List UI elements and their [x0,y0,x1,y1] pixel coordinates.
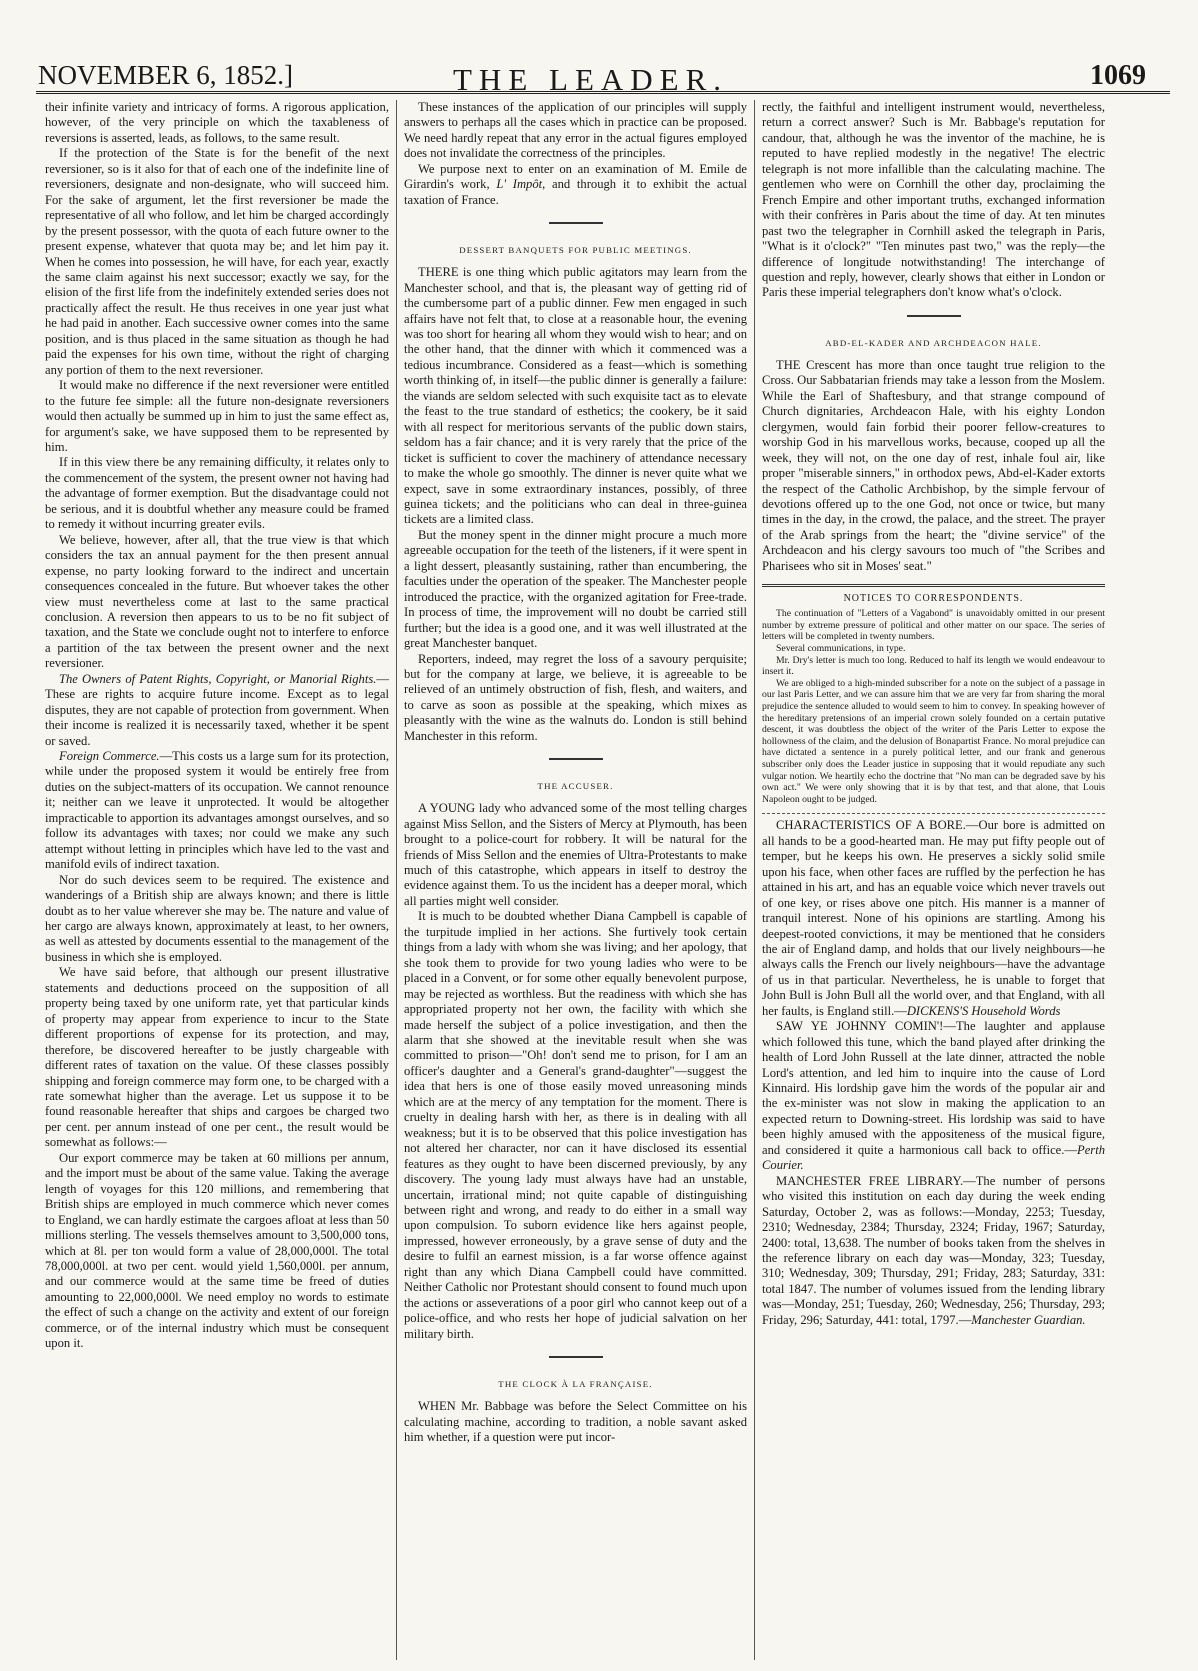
paragraph: A YOUNG lady who advanced some of the most telling charges against Miss Sellon, and the Sisters of Mercy at Plymouth, has been brought to a police-court for robbery. It will be natural for the friends of Miss Sellon and the enemies of Ultra-Protestants to make much of this catastrophe, which appears in itself to destroy the evidence against them. To us the incident has a deeper moral, which all parties might well consider. [404,801,747,908]
paragraph: These instances of the application of our principles will supply answers to perhaps all the cases which in practice can be proposed. We need hardly repeat that any error in the actual figures employed does not invalidate the correctness of the principles. [404,100,747,161]
paragraph-text: —These are rights to acquire future income. Except as to legal disputes, they are not capable of protection from government. When their income is realized it is necessarily taxed, whether it be spent or saved. [45,671,389,748]
masthead [38,18,1170,97]
paragraph: rectly, the faithful and intelligent instrument would, nevertheless, return a correct answer? Such is Mr. Babbage's reputation for candour, that, although he was the inventor of the machine, he is reputed to have replied modestly in the negative! The electric telegraph is not more infallible than the calculating machine. The gentlemen who were on Cornhill the other day, proclaiming the French Empire and other important truths, exchanged information with their confrères in Paris about the time of day. At ten minutes past two the telegrapher in Cornhill asked the telegraph in Paris, "What is it o'clock?" "Ten minutes past two," was the reply—the difference of longitude notwithstanding! The interchange of question and reply, however, clearly shows that either in London or Paris these imperial telegraphers don't know what's o'clock. [762,100,1105,300]
separator-rule [549,222,603,224]
notice: Several communications, in type. [776,643,906,655]
paragraph-text: —Our bore is admitted on all hands to be a good-hearted man. He may put fifty people out of temper, but he keeps his own. He preserves a sickly solid smile upon his face, when other faces are ruffled by the perfection he has attained in his art, and has an equable voice which never travels out of one key, or rises above one pitch. His manner is a manner of tranquil interest. None of his opinions are startling. Among his deepest-rooted convictions, it may be mentioned that he considers the air of England damp, and holds that our lively neighbours—he always calls the French our lively neighbours—have the advantage of us in that particular. Nevertheless, he is unable to forget that John Bull is John Bull all the world over, and that England, with all her faults, is England still.— [762,818,1105,1018]
separator-rule [549,1356,603,1358]
separator-rule [549,758,603,760]
paragraph: THE Crescent has more than once taught true religion to the Cross. Our Sabbatarian friends may take a lesson from the Moslem. While the Earl of Shaftesbury, and that strange compound of Church dignitaries, Archdeacon Hale, with his eighty London clergymen, would fain forbid their poorer fellow-creatures to worship God in his marvellous works, because, cooped up all the week, they will not, on the one day of rest, inhale foul air, like proper "miserable sinners," in orthodox pews, Abd-el-Kader extorts the respect of the Catholic Archbishop, by the simple fervour of devotions offered up to the one God, not once or twice, but many times in the day, in the crowd, the palace, and the street. The prayer of the Arab springs from the heart; the "divine service" of the Archdeacon and his clergy savours too much of "the Scribes and Pharisees who sit in Moses' seat." [762,357,1105,573]
separator-rule [907,315,961,317]
paragraph: their infinite variety and intricacy of forms. A rigorous application, however, of the very principle on which the taxableness of reversions is asserted, leads, as follows, to the same result. [45,100,389,145]
paragraph-text: —The number of persons who visited this institution on each day during the week ending Saturday, October 2, was as follows:—Monday, 2253; Tuesday, 2310; Wednesday, 2384; Thursday, 2324; Friday, 1967; Saturday, 2400: total, 13,638. The number of books taken from the shelves in the reference library on each day was—Monday, 323; Tuesday, 310; Wednesday, 309; Thursday, 291; Friday, 283; Saturday, 331: total 1847. The number of volumes issued from the lending library was—Monday, 251; Tuesday, 260; Wednesday, 256; Thursday, 293; Friday, 296; Saturday, 441: total, 1797.— [762,1173,1105,1327]
article-columns [38,100,1170,1660]
paragraph [404,162,747,208]
article-heading: ABD-EL-KADER AND ARCHDEACON HALE. [825,337,1042,348]
notices-heading: NOTICES TO CORRESPONDENTS. [843,593,1024,605]
paragraph: Our export commerce may be taken at 60 millions per annum, and the import must be about of the same value. Taking the average length of voyages for this 120 millions, and remembering that British ships are employed in much commerce which never comes to England, we can hardly estimate the cargoes afloat at less than 50 millions sterling. The vessels themselves amount to 3,500,000 tons, which at 8l. per ton would form a value of 28,000,000l. The total 78,000,000l. at two per cent. would yield 1,560,000l. per annum, and our commerce would at the same time be freed of duties amounting to 22,000,000l. We need employ no words to estimate the effect of such a change on the activity and extent of our foreign commerce, or of the internal industry which must be consequent upon it. [45,1150,389,1351]
article-heading: DESSERT BANQUETS FOR PUBLIC MEETINGS. [459,245,692,256]
source-citation: DICKENS'S Household Words [906,1003,1061,1018]
paragraph [762,1019,1105,1174]
notice: We are obliged to a high-minded subscriber for a note on the subject of a passage in our last Paris Letter, and we can assure him that we are very far from sharing the moral prejudice the sentence alluded to would seem to him to convey. In speaking however of the hereditary pretensions of an imperial crown solely founded on a certain putative descent, it was doubtless the object of the writer of the Paris Letter to expose the hollowness of the claim, and the delusion of Bonapartist France. No moral prejudice can have dictated a sentence in a purely political letter, and our frank and generous subscriber only does the Leader justice in supposing that it would repudiate any such vulgar notion. We heartily echo the doctrine that "No man can be degraded save by his own act." We were only showing that it is by that test, and that alone, that Louis Napoleon ought to be judged. [762,677,1106,805]
issue-date: NOVEMBER 6, 1852.] [38,60,293,90]
paragraph-text: —The laughter and applause which followed this tune, which the band played after drinking the health of Lord John Russell at the late dinner, attracted the noble Lord's attention, and led him to inquire into the cause of Lord Kinnaird. His lordship gave him the words of the popular air and the ex-minister was not slow in making the application to an expected return to Downing-street. His lordship was said to have been highly amused with the appositeness of the musical figure, and considered it quite a harmonious call back to office.— [762,1019,1105,1157]
book-title: L' Impôt [496,177,543,192]
notices-section [762,593,1105,805]
paragraph [45,749,389,873]
notice: The continuation of "Letters of a Vagabond" is unavoidably omitted in our present number by extreme pressure of political and other matter on our space. The series of letters will be completed in twenty numbers. [762,608,1105,643]
paragraph: WHEN Mr. Babbage was before the Select Committee on his calculating machine, according to tradition, a noble savant asked him whether, if a question were put incor- [404,1399,747,1444]
section-lead: Foreign Commerce. [59,749,160,764]
dashed-rule [762,813,1105,814]
paragraph-text: , and through it to exhibit the actual taxation of France. [404,177,747,207]
paragraph: It is much to be doubted whether Diana Campbell is capable of the turpitude implied in her actions. She furtively took certain things from a lady with whom she was living; and her apology, that she took them to provide for two young ladies who were to be placed in a Convent, or for some other equally benevolent purpose, may be rejected as worthless. But the readiness with which she has appropriated property not her own, the facility with which she made herself the subject of a police investigation, and then the alarm that she showed at the inevitable result when she was committed to prison—"Oh! don't send me to prison, for I am an officer's daughter and a General's grand-daughter"—suggest the idea that hers is one of those easily moved unreasoning minds which are at the mercy of any temptation for the moment. There is cruelty in dealing harsh with her, as there is in dealing with all weakness; but it is to be observed that this police investigation has not altered her character, nor can it have disclosed its essential features as they ought to have been discerned previously, by any discovery. The young lady must always have had an unstable, uncertain, irrational mind; not quite capable of distinguishing between right and wrong, and ready to do either in a small way upon compulsion. To suborn evidence like hers against people, impressed, however erroneously, by a grave sense of duty and the desire to fulfil an earnest mission, is a far worse offence against right than any which Diana Campbell could have committed. Neither Catholic nor Protestant should consent to found much upon the actions or asseverations of a poor girl who cannot keep out of a police-office, and who rests her hope of judicial salvation on her military birth. [404,909,747,1341]
paragraph: It would make no difference if the next reversioner were entitled to the future fee simple: all the future non-designate reversioners would then actually be summed up in him to just the same effect as, for argument's sake, we have supposed them to be represented by him. [45,378,389,454]
article-heading: THE CLOCK À LA FRANÇAISE. [498,1379,653,1390]
item-lead: SAW YE JOHNNY COMIN'! [776,1019,944,1034]
paragraph: If the protection of the State is for the benefit of the next reversioner, so is it also for that of each one of the indefinite line of reversioners, designate and non-designate, who will succeed him. For the sake of argument, let the first reversioner be made the representative of all who follow, and let him be charged accordingly by the present possessor, with the quota of each future owner to the present expense, whatever that quota may be; and let him pay it. When he comes into possession, he will have, for each year, exactly the same claim against his next successor; exactly we say, for the elision of the first life from the indefinitely extended series does not practically affect the result. He thus receives in one year just what he had paid in another. Each successive owner comes into the same position, and is thus placed in the same situation as though he had paid the expenses for his own time, without the right of charging any portion of them to the next reversioner. [45,146,389,377]
notice: Mr. Dry's letter is much too long. Reduced to half its length we would endeavour to insert it. [762,654,1105,678]
source-citation: Manchester Guardian. [971,1312,1086,1327]
source-citation: Perth Courier. [762,1142,1105,1173]
paragraph-text: We purpose next to enter on an examination of M. Emile de Girardin's work, [404,161,747,192]
page-number: 1069 [1090,60,1146,91]
paragraph: We have said before, that although our present illustrative statements and deductions proceed on the supposition of all property being taxed by one uniform rate, yet that particular kinds of property may appear from experience to incur to the State different proportions of expense for its protection, and may, therefore, be discovered hereafter to be justly chargeable with different rates of taxation on the value. Of these classes possibly shipping and foreign commerce may form one, to be charged with a rate somewhat higher than the average. Let us suppose it to be found reasonable hereafter that ships and cargoes be charged two per cent. per annum instead of one per cent., the result would be somewhat as follows:— [45,965,389,1150]
paragraph: Nor do such devices seem to be required. The existence and wanderings of a British ship are always known; and there is little doubt as to her value wherever she may be. The nature and value of her cargo are always known, approximately at least, to her owners, as well as attested by documents essential to the management of the business in which she is employed. [45,872,389,964]
paragraph: We believe, however, after all, that the true view is that which considers the tax an annual payment for the then present annual expense, no party looking forward to the indirect and uncertain consequences concealed in the future. But whoever takes the other view must nevertheless come at last to the same practical conclusion. A reversion then appears to us to be no fit subject of taxation, and the State we conclude ought not to interfere to enforce a partition of the tax between the present owner and the next reversioner. [45,532,389,671]
paragraph: THERE is one thing which public agitators may learn from the Manchester school, and that is, the pleasant way of getting rid of the cumbersome part of a public dinner. Few men engaged in such affairs have not felt that, to close at a reasonable hour, the evening was too short for hearing all whom they would wish to hear; and on the other hand, that the dinner with which it commenced was a tedious incumbrance. Considered as a feast—which is something worth thinking of, in itself—the public dinner is generally a failure: the viands are seldom selected with such exquisite tact as to elevate the feast to the true standard of esthetics; the cookery, be it said with all respect for meritorious servants of the public down stairs, seldom has a fair chance; and it is very rarely that the price of the ticket is sufficient to cover the machinery of attendance necessary to make the whole go smoothly. The dinner is never quite what we expect, save in some extraordinary instances, possibly, of three guinea tickets; and the politicians who can deal in three-guinea tickets are a limited class. [404,265,747,527]
paragraph: But the money spent in the dinner might procure a much more agreeable occupation for the teeth of the listeners, if it were spent in a light dessert, pleasantly sustaining, rather than encumbering, the faculties under the operation of the speaker. The Manchester people introduced the practice, with the organized agitation for Free-trade. In process of time, the improvement will no doubt be carried still further; but the idea is a good one, and it was well illustrated at the great Manchester banquet. [404,527,747,651]
column-left [38,100,396,1660]
paragraph [45,672,389,749]
item-lead: CHARACTERISTICS OF A BORE. [776,818,966,833]
paragraph: If in this view there be any remaining difficulty, it relates only to the commencement of the system, the present owner not having had the advantage of former exemption. But the disadvantage could not be serious, and it is doubtful whether any measure could be framed to remedy it without incurring greater evils. [45,455,389,532]
double-rule [762,584,1105,587]
paragraph-text: —This costs us a large sum for its protection, while under the proposed system it would be entirely free from duties on the subject-matters of its occupation. We cannot renounce it; neither can we leave it unprotected. It would be altogether impracticable to apportion its advantages amongst ourselves, and so follow its advantages with taxes; nor could we make any such attempt without letting in principles which have led to the vast and manifold evils of indirect taxation. [45,749,389,872]
newspaper-title: THE LEADER. [453,62,729,97]
header-rule [36,91,1170,94]
paragraph [762,818,1105,1019]
section-lead: The Owners of Patent Rights, Copyright, or Manorial Rights. [59,671,377,686]
article-heading: THE ACCUSER. [537,781,614,792]
item-lead: MANCHESTER FREE LIBRARY. [776,1173,964,1188]
paragraph: Reporters, indeed, may regret the loss of a savoury perquisite; but for the company at large, we believe, it is agreeable to be relieved of an untimely obstruction of fish, flesh, and waiters, and to carve as soon as possible at the speaking, which mixes as pleasantly with the wine as the walnuts do. London is still behind Manchester in this reform. [404,651,747,743]
column-right [754,100,1112,1660]
paragraph [762,1174,1105,1329]
column-middle [396,100,754,1660]
